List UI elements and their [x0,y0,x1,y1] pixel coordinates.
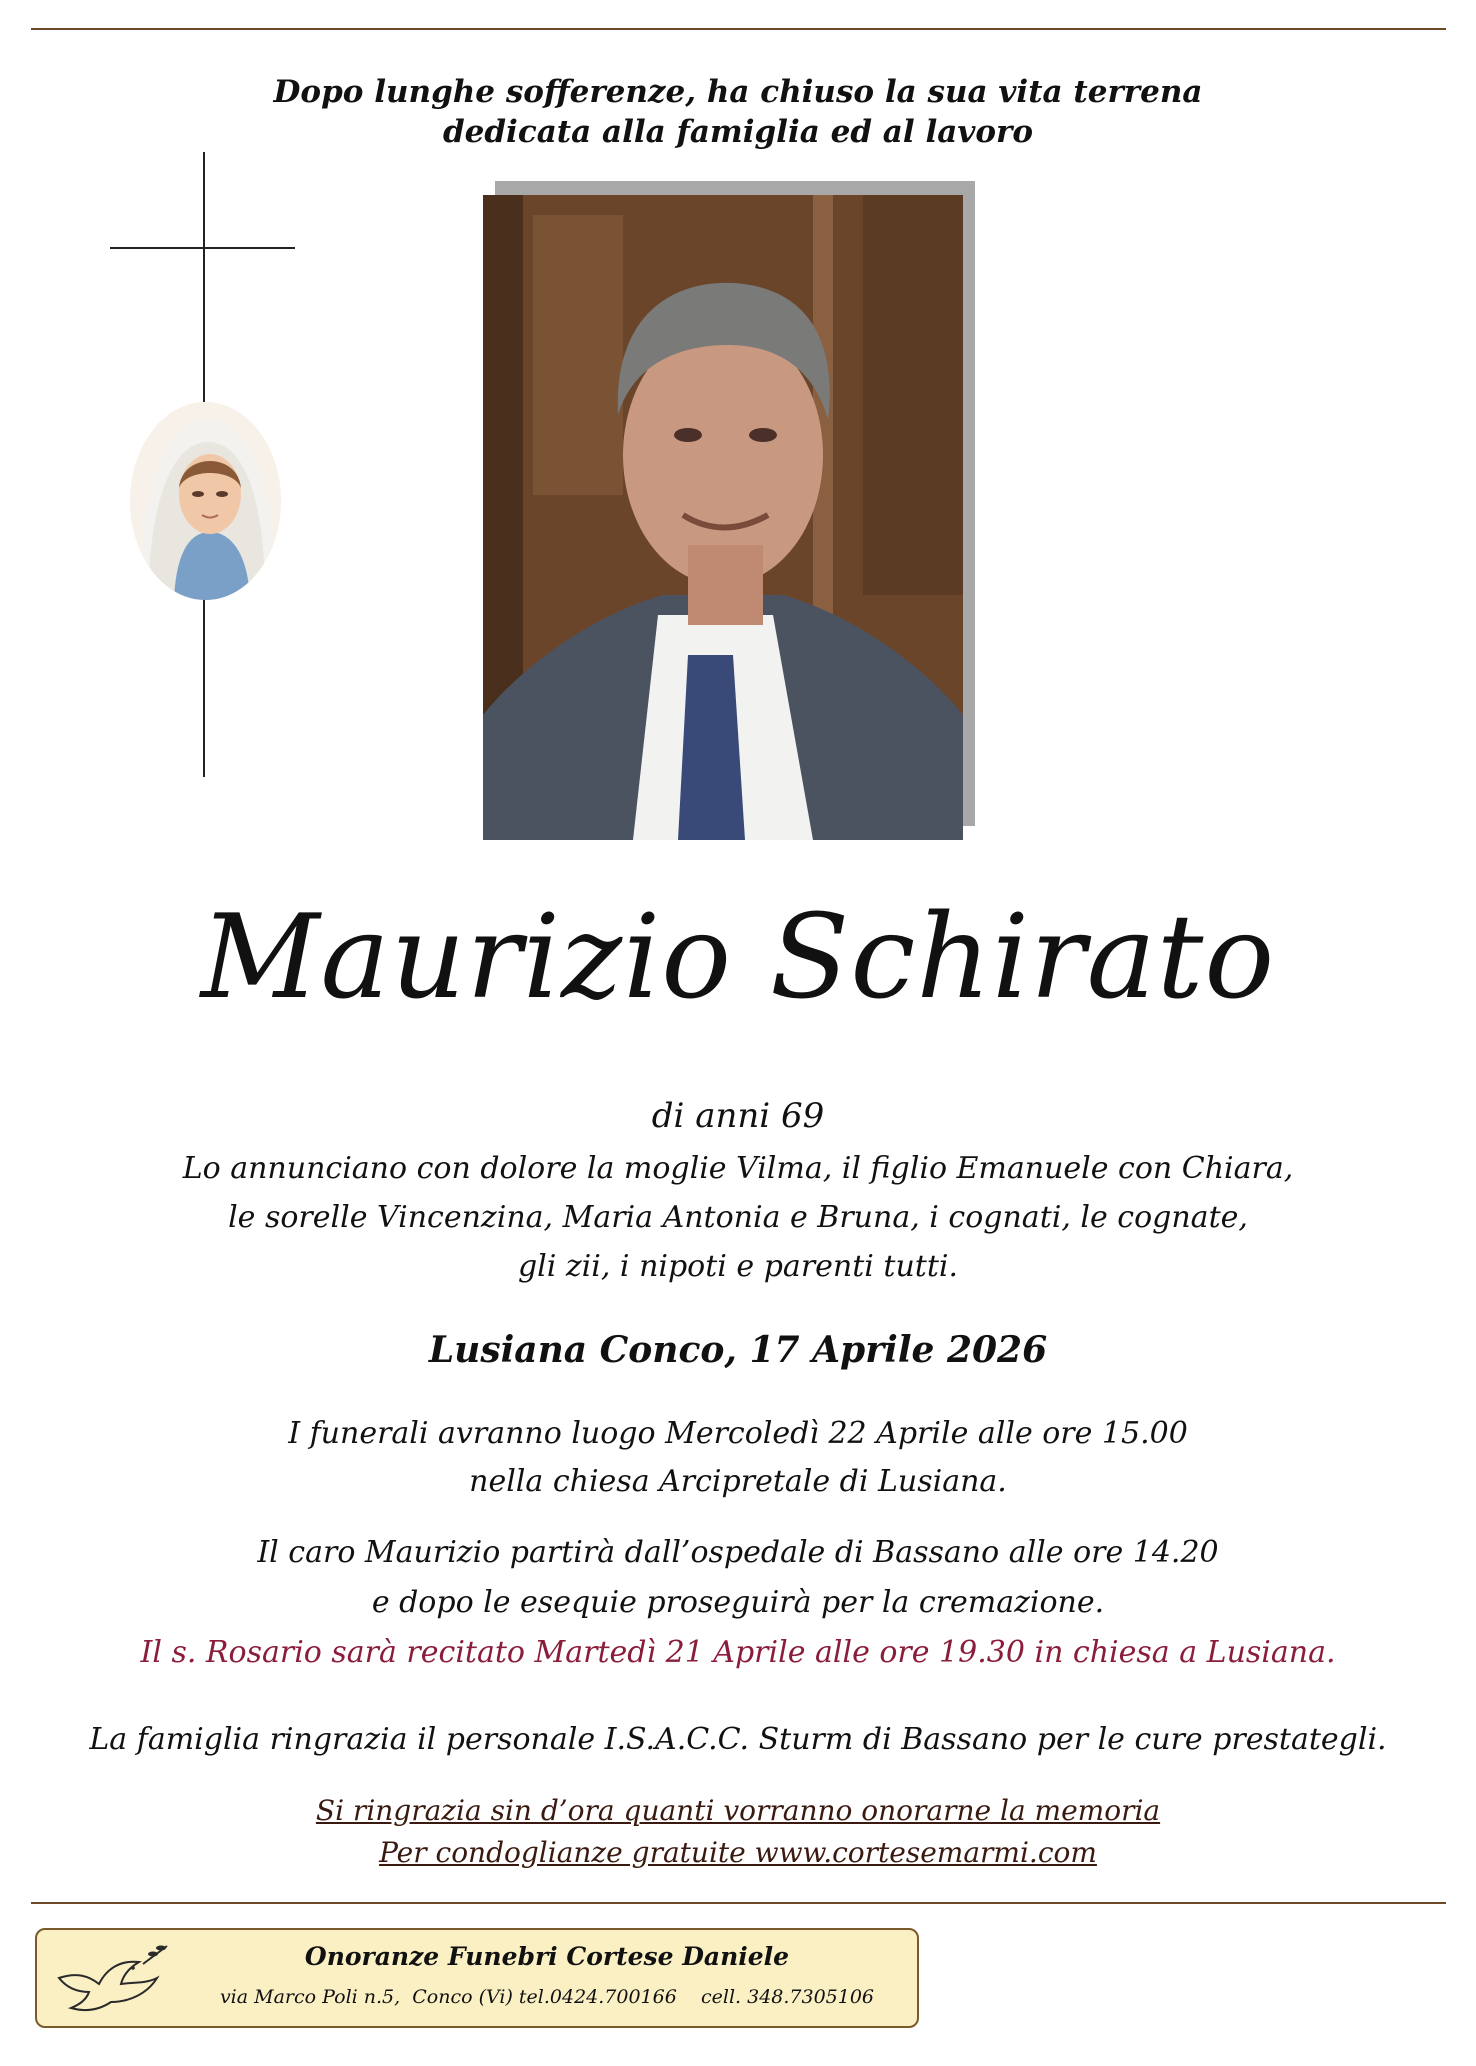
thanks-text: La famiglia ringrazia il personale I.S.A.C.C. Sturm di Bassano per le cure prestategli. [89,1722,1387,1757]
intro-text [0,72,1476,152]
transfer-line-2: e dopo le esequie proseguirà per la cremazione. [371,1585,1105,1620]
announcement [0,1144,1476,1291]
closing-text [0,1790,1476,1874]
company-address: via Marco Poli n.5, Conco (Vi) tel.0424.700166 cell. 348.7305106 [219,1986,875,2008]
transfer-info [0,1528,1476,1678]
bottom-divider [31,1902,1446,1904]
announcement-line-3: gli zii, i nipoti e parenti tutti. [517,1249,959,1284]
funeral-line-2: nella chiesa Arcipretale di Lusiana. [469,1464,1007,1499]
intro-line-2: dedicata alla famiglia ed al lavoro [442,114,1034,150]
transfer-line-1: Il caro Maurizio partirà dall’ospedale di Bassano alle ore 14.20 [257,1535,1219,1570]
rosary-notice: Il s. Rosario sarà recitato Martedì 21 Aprile alle ore 19.30 in chiesa a Lusiana. [140,1635,1336,1670]
dove-icon [47,1938,177,2022]
funeral-line-1: I funerali avranno luogo Mercoledì 22 Aprile alle ore 15.00 [288,1416,1188,1451]
closing-line-1: Si ringrazia sin d’ora quanti vorranno onorarne la memoria [315,1794,1161,1827]
funeral-info [0,1410,1476,1506]
madonna-image [130,402,281,600]
intro-line-1: Dopo lunghe sofferenze, ha chiuso la sua vita terrena [273,74,1203,110]
cross-horizontal [110,247,295,249]
deceased-name: Maurizio Schirato [200,890,1276,1025]
announcement-line-1: Lo annunciano con dolore la moglie Vilma, il figlio Emanuele con Chiara, [182,1151,1294,1186]
company-name: Onoranze Funebri Cortese Daniele [304,1942,790,1971]
deceased-age: di anni 69 [651,1096,825,1136]
portrait-photo [483,195,963,840]
funeral-home-footer [35,1928,919,2028]
condolences-link[interactable]: Per condoglianze gratuite www.cortesemarmi.com [379,1836,1097,1869]
top-divider [31,28,1446,30]
announcement-line-2: le sorelle Vincenzina, Maria Antonia e Bruna, i cognati, le cognate, [228,1200,1248,1235]
place-date: Lusiana Conco, 17 Aprile 2026 [428,1329,1048,1371]
